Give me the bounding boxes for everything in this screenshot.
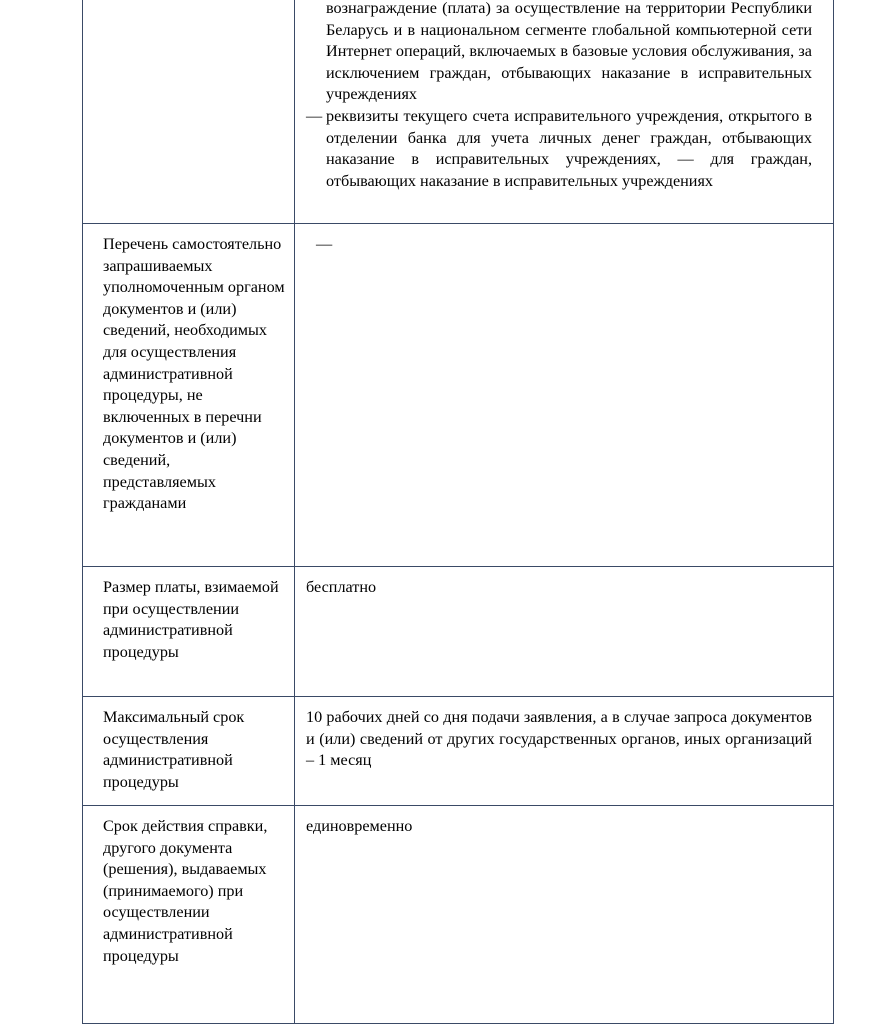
row-label-cell [83,806,295,1024]
row-label: Срок действия справки, другого документа (решения), выдаваемых (принимаемого) при осуществлении административной процедуры [103,817,268,965]
table-row [83,567,834,697]
row-label-cell [83,567,295,697]
document-list [306,0,812,192]
list-item-text: реквизиты текущего счета исправительного учреждения, открытого в отделении банка для учета личных денег граждан, отбывающих наказание в исправительных учреждениях, — для граждан, отбывающих наказание в исправительных учреждениях [326,106,812,190]
row-label-cell [83,697,295,806]
procedure-table-grid [82,0,834,1024]
dash-marker: — [306,106,323,125]
table-row [83,697,834,806]
list-item [306,106,812,192]
table-row [83,806,834,1024]
row-label: Максимальный срок осуществления административной процедуры [103,708,245,791]
row-value: 10 рабочих дней со дня подачи заявления, а в случае запроса документов и (или) сведений от других государственных органов, иных организаций – 1 месяц [306,708,812,770]
table-row [83,0,834,224]
row-label-cell [83,224,295,567]
row-value-cell [295,224,834,567]
row-value-cell [295,806,834,1024]
row-label-cell [83,0,295,224]
table-row [83,224,834,567]
row-value: единовременно [306,817,413,835]
row-label: Перечень самостоятельно запрашиваемых уполномоченным органом документов и (или) сведений, необходимых для осуществления административной процедуры, не включенных в перечни документов и (или) сведений, представляемых гражданами [103,235,285,513]
row-value-cell [295,697,834,806]
row-value: — [316,235,333,253]
list-item [306,0,812,106]
row-value: бесплатно [306,578,377,596]
procedure-table [82,0,833,1024]
row-value-cell [295,0,834,224]
list-item-text: вознаграждение (плата) за осуществление на территории Республики Беларусь и в национальном сегменте глобальной компьютерной сети Интернет операций, включаемых в базовые условия обслуживания, за исключением граждан, отбывающих наказание в исправительных учреждениях [326,0,812,104]
row-value-cell [295,567,834,697]
row-label: Размер платы, взимаемой при осуществлении административной процедуры [103,578,279,661]
